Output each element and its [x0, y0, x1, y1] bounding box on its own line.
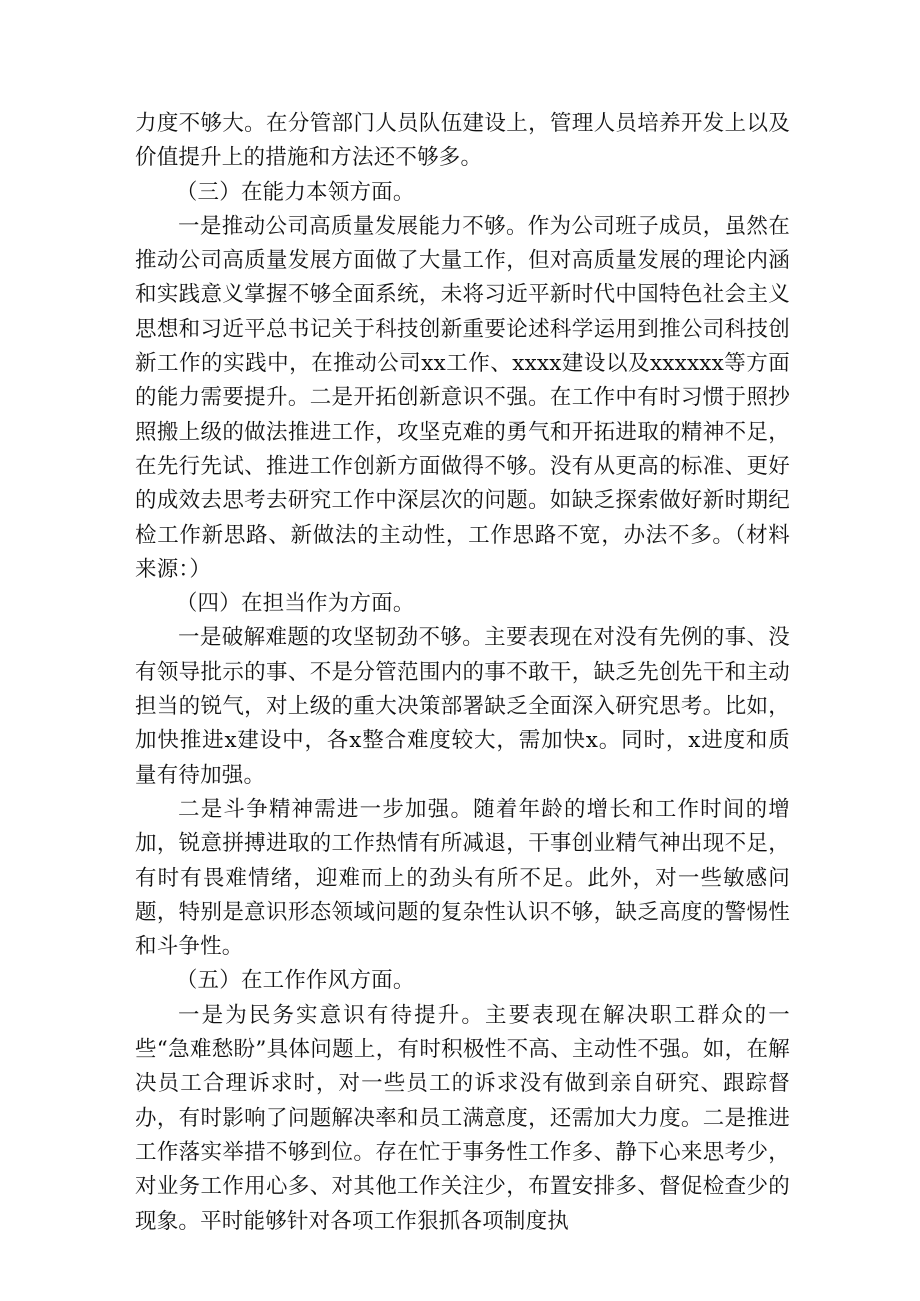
section-heading-work-style: （五）在工作作风方面。: [175, 968, 415, 994]
continuation-paragraph: 力度不够大。在分管部门人员队伍建设上，管理人员培养开发上以及价值提升上的措施和方法还不够多。: [135, 111, 790, 171]
section-heading-responsibility: （四）在担当作为方面。: [175, 591, 415, 617]
section-heading-ability: （三）在能力本领方面。: [175, 179, 415, 205]
body-paragraph-responsibility-1: 一是破解难题的攻坚韧劲不够。主要表现在对没有先例的事、没有领导批示的事、不是分管范围内的事不敢干，缺乏先创先干和主动担当的锐气，对上级的重大决策部署缺乏全面深入研究思考。比如，加快推进x建设中，各x整合难度较大，需加快x。同时，x进度和质量有待加强。: [135, 625, 790, 788]
body-paragraph-work-style: 一是为民务实意识有待提升。主要表现在解决职工群众的一些“急难愁盼”具体问题上，有时积极性不高、主动性不强。如，在解决员工合理诉求时，对一些员工的诉求没有做到亲自研究、跟踪督办，有时影响了问题解决率和员工满意度，还需加大力度。二是推进工作落实举措不够到位。存在忙于事务性工作多、静下心来思考少，对业务工作用心多、对其他工作关注少，布置安排多、督促检查少的现象。平时能够针对各项工作狠抓各项制度执: [135, 1002, 790, 1234]
body-paragraph-ability: 一是推动公司高质量发展能力不够。作为公司班子成员，虽然在推动公司高质量发展方面做了大量工作，但对高质量发展的理论内涵和实践意义掌握不够全面系统，未将习近平新时代中国特色社会主义思想和习近平总书记关于科技创新重要论述科学运用到推公司科技创新工作的实践中，在推动公司xx工作、xxxx建设以及xxxxxx等方面的能力需要提升。二是开拓创新意识不强。在工作中有时习惯于照抄照搬上级的做法推进工作，攻坚克难的勇气和开拓进取的精神不足，在先行先试、推进工作创新方面做得不够。没有从更高的标准、更好的成效去思考去研究工作中深层次的问题。如缺乏探索做好新时期纪检工作新思路、新做法的主动性，工作思路不宽，办法不多。（材料来源：）: [135, 213, 790, 582]
document-body: [135, 107, 790, 1239]
body-paragraph-responsibility-2: 二是斗争精神需进一步加强。随着年龄的增长和工作时间的增加，锐意拼搏进取的工作热情有所减退，干事创业精气神出现不足，有时有畏难情绪，迎难而上的劲头有所不足。此外，对一些敏感问题，特别是意识形态领域问题的复杂性认识不够，缺乏高度的警惕性和斗争性。: [135, 796, 790, 960]
